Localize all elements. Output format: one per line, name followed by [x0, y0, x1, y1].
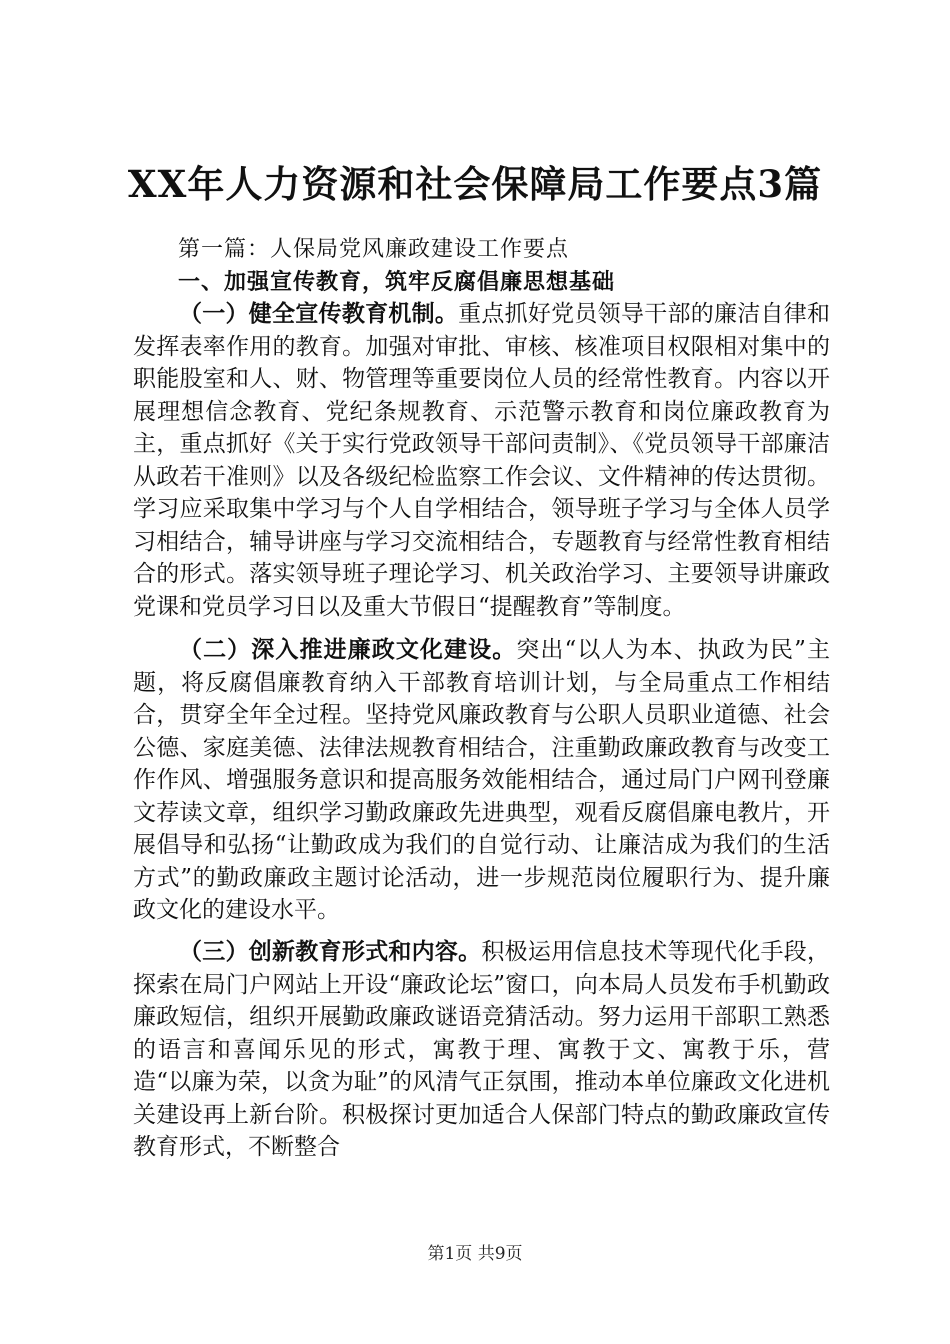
section-heading: 一、加强宣传教育，筑牢反腐倡廉思想基础 — [178, 269, 616, 295]
document-title: XX年人力资源和社会保障局工作要点3篇 — [127, 162, 823, 206]
paragraph-1 — [133, 298, 830, 623]
paragraph-2-text: 突出“以人为本、执政为民”主题，将反腐倡廉教育纳入干部教育培训计划，与全局重点工作相结合，贯穿全年全过程。坚持党风廉政教育与公职人员职业道德、社会公德、家庭美德、法律法规教育相结合，注重勤政廉政教育与改变工作作风、增强服务意识和提高服务效能相结合，通过局门户网刊登廉文荐读文章，组织学习勤政廉政先进典型，观看反腐倡廉电教片，开展倡导和弘扬“让勤政成为我们的自觉行动、让廉洁成为我们的生活方式”的勤政廉政主题讨论活动，进一步规范岗位履职行为、提升廉政文化的建设水平。 — [133, 637, 830, 923]
paragraph-3 — [133, 936, 830, 1164]
paragraph-3-heading: （三）创新教育形式和内容。 — [179, 938, 482, 965]
paragraph-2 — [133, 634, 830, 927]
paragraph-3-text: 积极运用信息技术等现代化手段，探索在局门户网站上开设“廉政论坛”窗口，向本局人员发布手机勤政廉政短信，组织开展勤政廉政谜语竞猜活动。努力运用干部职工熟悉的语言和喜闻乐见的形式，寓教于理、寓教于文、寓教于乐，营造“以廉为荣，以贪为耻”的风清气正氛围，推动本单位廉政文化进机关建设再上新台阶。积极探讨更加适合人保部门特点的勤政廉政宣传教育形式，不断整合 — [133, 939, 831, 1160]
page-number-footer: 第1页 共9页 — [427, 1244, 523, 1264]
paragraph-1-text: 重点抓好党员领导干部的廉洁自律和发挥表率作用的教育。加强对审批、审核、核准项目权限相对集中的职能股室和人、财、物管理等重要岗位人员的经常性教育。内容以开展理想信念教育、党纪条规教育、示范警示教育和岗位廉政教育为主，重点抓好《关于实行党政领导干部问责制》、《党员领导干部廉洁从政若干准则》以及各级纪检监察工作会议、文件精神的传达贯彻。学习应采取集中学习与个人自学相结合，领导班子学习与全体人员学习相结合，辅导讲座与学习交流相结合，专题教育与经常性教育相结合的形式。落实领导班子理论学习、机关政治学习、主要领导讲廉政党课和党员学习日以及重大节假日“提醒教育”等制度。 — [133, 301, 831, 620]
paragraph-1-heading: （一）健全宣传教育机制。 — [179, 300, 459, 327]
paragraph-2-heading: （二）深入推进廉政文化建设。 — [179, 636, 517, 663]
part-heading: 第一篇：人保局党风廉政建设工作要点 — [178, 237, 570, 262]
